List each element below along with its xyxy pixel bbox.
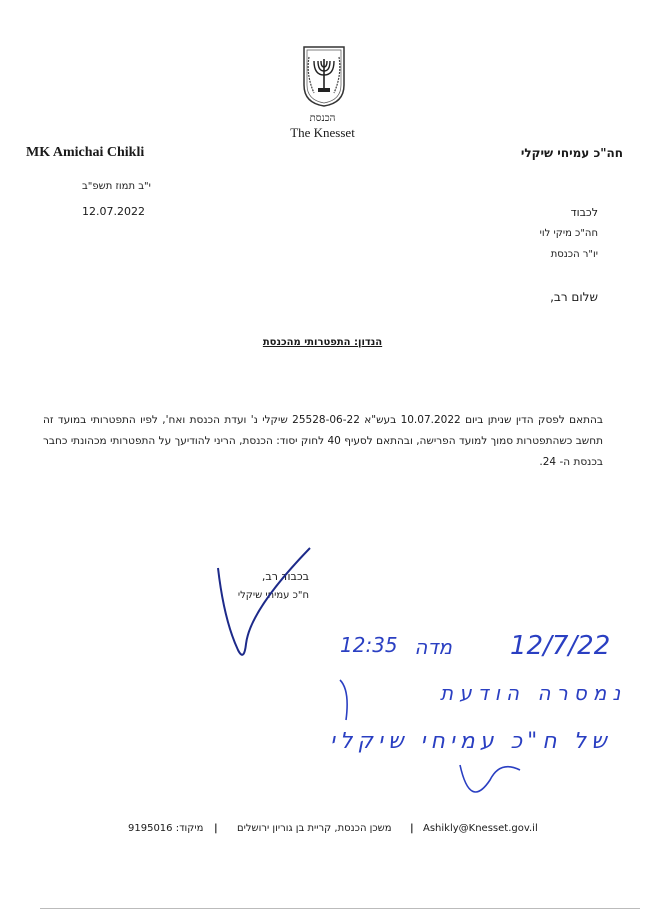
letter-body: בהתאם לפסק הדין שניתן ביום 10.07.2022 בעש"א 25528-06-22 שיקלי נ' ועדת הכנסת ואח', לפיו התפטרותי במועד זה תחשב כשהתפטרות סמוך למועד הפרישה, ובהתאם לסעיף 40 לחוק יסוד: הכנסת, הריני להודיעך על התפטרותי מכהונתי כחבר בכנסת ה- 24. (43, 414, 604, 468)
knesset-emblem-icon (300, 45, 348, 107)
subject-line: הנדון: התפטרותי מהכנסת (262, 337, 383, 348)
recipient-salutation: לכבוד (570, 206, 598, 219)
date-gregorian: 12.07.2022 (82, 205, 145, 218)
handwritten-note (320, 620, 640, 820)
date-hebrew: י"ב תמוז תשפ"ב (82, 181, 151, 192)
footer-separator: | (214, 823, 218, 834)
footer-zip: מיקוד: 9195016 (128, 823, 204, 834)
handwritten-date: 12/7/22 (510, 631, 611, 661)
sender-name-english: MK Amichai Chikli (26, 145, 145, 160)
org-name-english: The Knesset (290, 125, 355, 140)
org-name-hebrew: הכנסת (309, 113, 336, 124)
footer-email[interactable]: Ashikly@Knesset.gov.il (423, 823, 538, 834)
handwritten-line3: של ח"כ עמיחי שיקלי (330, 729, 612, 754)
greeting: שלום רב, (550, 290, 598, 304)
closing-line: בכבוד רב, (261, 570, 309, 583)
footer-separator: | (410, 823, 414, 834)
sender-name-hebrew: חה"כ עמיחי שיקלי (520, 146, 623, 160)
page-bottom-divider (40, 908, 640, 909)
recipient-name: חה"כ מיקי לוי (539, 228, 598, 239)
handwritten-time: 12:35 (340, 633, 398, 657)
footer-address: משכן הכנסת, קריית בן גוריון ירושלים (237, 823, 392, 834)
signature (210, 540, 320, 670)
signer-name: ח"כ עמיחי שיקלי (237, 590, 309, 601)
handwritten-line2: נמסרה הודעת (440, 681, 627, 705)
handwritten-word: מדה (414, 635, 452, 659)
recipient-title: יו"ר הכנסת (550, 249, 598, 260)
